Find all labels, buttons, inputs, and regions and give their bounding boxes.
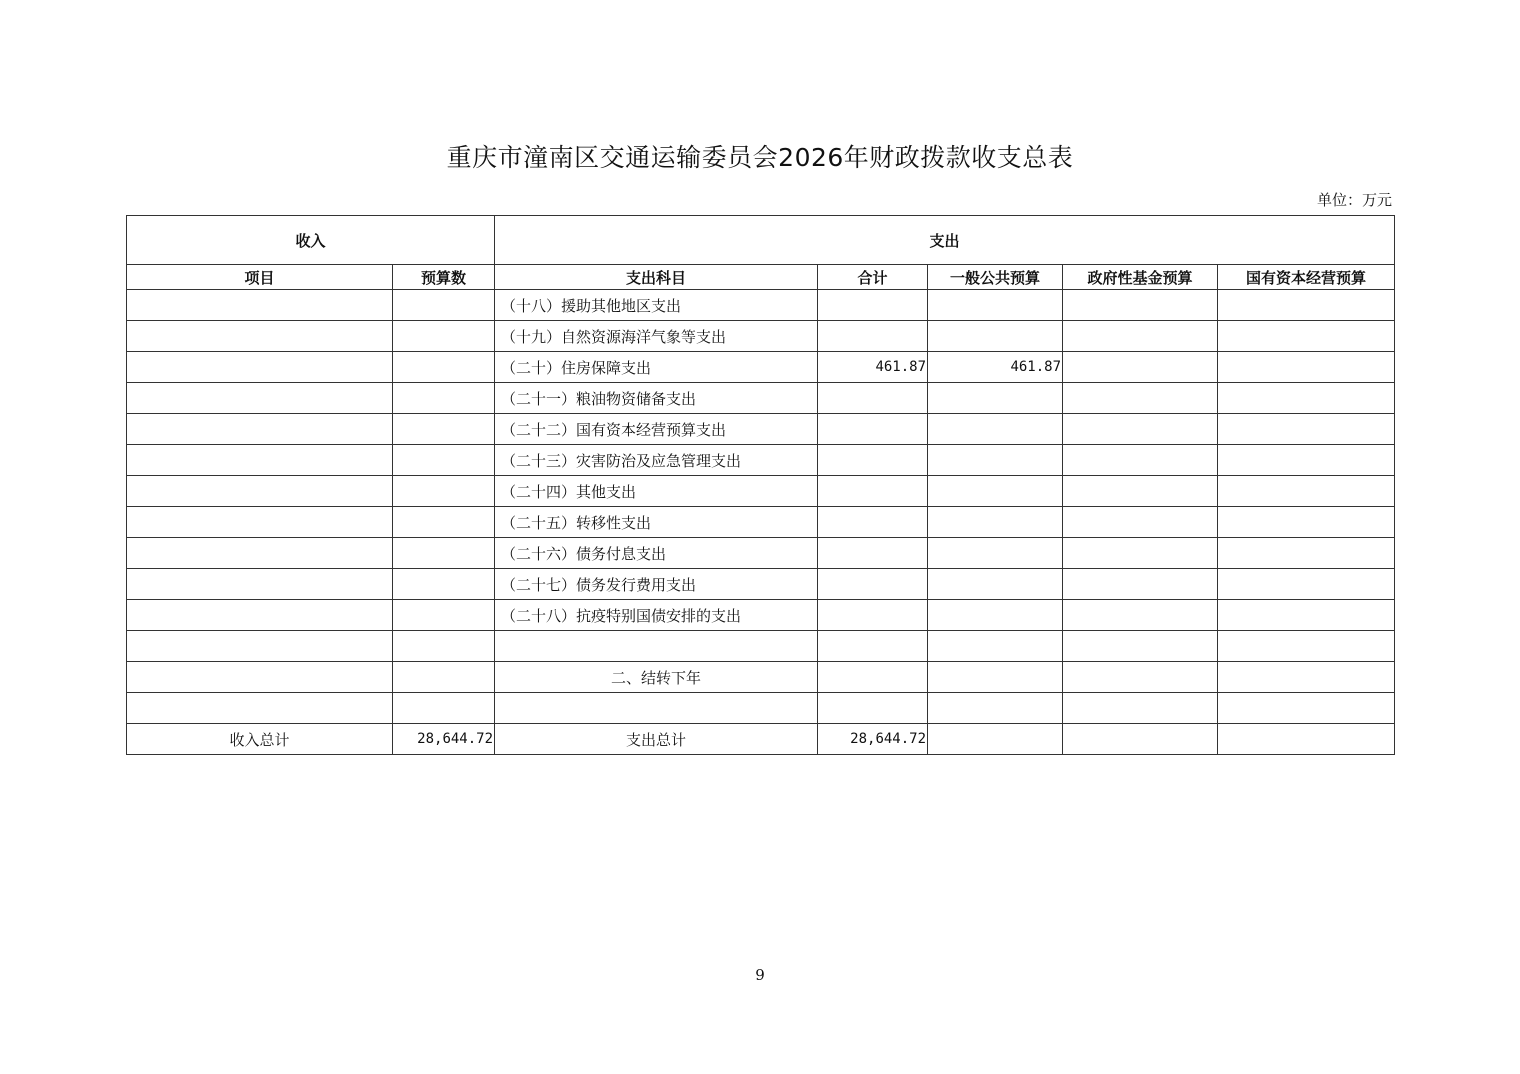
cell-general-budget bbox=[928, 445, 1063, 476]
cell-total bbox=[818, 414, 928, 445]
cell-item bbox=[127, 414, 393, 445]
income-header: 收入 bbox=[127, 216, 495, 265]
cell-general-budget bbox=[928, 538, 1063, 569]
cell-total bbox=[818, 383, 928, 414]
column-header-total: 合计 bbox=[818, 265, 928, 290]
cell-state-capital-budget bbox=[1218, 383, 1395, 414]
cell-total bbox=[818, 662, 928, 693]
table-header-main bbox=[127, 216, 1395, 265]
cell-item bbox=[127, 662, 393, 693]
cell-fund-budget bbox=[1063, 693, 1218, 724]
cell-state-capital-budget bbox=[1218, 538, 1395, 569]
cell-fund-budget bbox=[1063, 352, 1218, 383]
cell-state-capital-budget bbox=[1218, 569, 1395, 600]
table-row bbox=[127, 600, 1395, 631]
cell-budget bbox=[393, 569, 495, 600]
cell-budget bbox=[393, 600, 495, 631]
cell-general-budget bbox=[928, 476, 1063, 507]
cell-category: 二、结转下年 bbox=[495, 662, 818, 693]
cell-category: （二十）住房保障支出 bbox=[495, 352, 818, 383]
table-row bbox=[127, 662, 1395, 693]
table-row bbox=[127, 414, 1395, 445]
cell-budget bbox=[393, 321, 495, 352]
cell-fund-budget bbox=[1063, 507, 1218, 538]
cell-category: （二十五）转移性支出 bbox=[495, 507, 818, 538]
cell-fund-budget bbox=[1063, 538, 1218, 569]
general-budget-total bbox=[928, 724, 1063, 755]
cell-general-budget bbox=[928, 693, 1063, 724]
cell-general-budget bbox=[928, 631, 1063, 662]
income-total-label: 收入总计 bbox=[127, 724, 393, 755]
cell-budget bbox=[393, 662, 495, 693]
table-row bbox=[127, 290, 1395, 321]
column-header-fund-budget: 政府性基金预算 bbox=[1063, 265, 1218, 290]
cell-fund-budget bbox=[1063, 321, 1218, 352]
expenditure-header: 支出 bbox=[495, 216, 1395, 265]
cell-budget bbox=[393, 631, 495, 662]
cell-item bbox=[127, 600, 393, 631]
column-header-budget: 预算数 bbox=[393, 265, 495, 290]
income-total-value: 28,644.72 bbox=[393, 724, 495, 755]
cell-total bbox=[818, 445, 928, 476]
table-row bbox=[127, 631, 1395, 662]
cell-budget bbox=[393, 383, 495, 414]
table-body bbox=[127, 290, 1395, 724]
unit-label: 单位：万元 bbox=[1316, 191, 1392, 209]
cell-budget bbox=[393, 693, 495, 724]
cell-item bbox=[127, 538, 393, 569]
cell-item bbox=[127, 507, 393, 538]
cell-general-budget bbox=[928, 414, 1063, 445]
cell-budget bbox=[393, 538, 495, 569]
cell-budget bbox=[393, 414, 495, 445]
budget-summary-table bbox=[126, 215, 1395, 755]
expenditure-total-value: 28,644.72 bbox=[818, 724, 928, 755]
table-row bbox=[127, 476, 1395, 507]
cell-general-budget bbox=[928, 383, 1063, 414]
cell-item bbox=[127, 693, 393, 724]
table-row bbox=[127, 445, 1395, 476]
cell-total bbox=[818, 476, 928, 507]
table-row bbox=[127, 507, 1395, 538]
cell-general-budget bbox=[928, 569, 1063, 600]
cell-state-capital-budget bbox=[1218, 321, 1395, 352]
cell-total: 461.87 bbox=[818, 352, 928, 383]
cell-state-capital-budget bbox=[1218, 414, 1395, 445]
column-header-item: 项目 bbox=[127, 265, 393, 290]
cell-item bbox=[127, 445, 393, 476]
cell-state-capital-budget bbox=[1218, 352, 1395, 383]
cell-category: （二十八）抗疫特别国债安排的支出 bbox=[495, 600, 818, 631]
cell-category: （二十六）债务付息支出 bbox=[495, 538, 818, 569]
table-header-columns bbox=[127, 265, 1395, 290]
fund-budget-total bbox=[1063, 724, 1218, 755]
table-row bbox=[127, 693, 1395, 724]
cell-category: （十八）援助其他地区支出 bbox=[495, 290, 818, 321]
cell-state-capital-budget bbox=[1218, 693, 1395, 724]
cell-category: （二十四）其他支出 bbox=[495, 476, 818, 507]
column-header-state-capital-budget: 国有资本经营预算 bbox=[1218, 265, 1395, 290]
table-row bbox=[127, 383, 1395, 414]
cell-general-budget bbox=[928, 662, 1063, 693]
cell-fund-budget bbox=[1063, 600, 1218, 631]
cell-fund-budget bbox=[1063, 414, 1218, 445]
cell-item bbox=[127, 290, 393, 321]
cell-general-budget bbox=[928, 290, 1063, 321]
cell-fund-budget bbox=[1063, 383, 1218, 414]
column-header-general-budget: 一般公共预算 bbox=[928, 265, 1063, 290]
cell-state-capital-budget bbox=[1218, 507, 1395, 538]
cell-category: （十九）自然资源海洋气象等支出 bbox=[495, 321, 818, 352]
cell-state-capital-budget bbox=[1218, 445, 1395, 476]
cell-state-capital-budget bbox=[1218, 600, 1395, 631]
cell-category: （二十三）灾害防治及应急管理支出 bbox=[495, 445, 818, 476]
page-number: 9 bbox=[755, 966, 765, 984]
expenditure-total-label: 支出总计 bbox=[495, 724, 818, 755]
cell-item bbox=[127, 352, 393, 383]
cell-general-budget bbox=[928, 321, 1063, 352]
cell-fund-budget bbox=[1063, 445, 1218, 476]
cell-budget bbox=[393, 290, 495, 321]
table-row bbox=[127, 352, 1395, 383]
cell-category bbox=[495, 693, 818, 724]
cell-total bbox=[818, 290, 928, 321]
column-header-category: 支出科目 bbox=[495, 265, 818, 290]
cell-state-capital-budget bbox=[1218, 476, 1395, 507]
cell-general-budget: 461.87 bbox=[928, 352, 1063, 383]
cell-total bbox=[818, 693, 928, 724]
cell-state-capital-budget bbox=[1218, 662, 1395, 693]
cell-total bbox=[818, 538, 928, 569]
table-row bbox=[127, 321, 1395, 352]
cell-fund-budget bbox=[1063, 476, 1218, 507]
cell-category: （二十一）粮油物资储备支出 bbox=[495, 383, 818, 414]
cell-item bbox=[127, 321, 393, 352]
cell-total bbox=[818, 507, 928, 538]
table-row bbox=[127, 569, 1395, 600]
cell-budget bbox=[393, 507, 495, 538]
cell-general-budget bbox=[928, 600, 1063, 631]
cell-total bbox=[818, 600, 928, 631]
cell-item bbox=[127, 631, 393, 662]
cell-general-budget bbox=[928, 507, 1063, 538]
totals-row bbox=[127, 724, 1395, 755]
cell-budget bbox=[393, 476, 495, 507]
table-row bbox=[127, 538, 1395, 569]
cell-total bbox=[818, 569, 928, 600]
cell-fund-budget bbox=[1063, 631, 1218, 662]
cell-total bbox=[818, 321, 928, 352]
cell-state-capital-budget bbox=[1218, 631, 1395, 662]
cell-category: （二十二）国有资本经营预算支出 bbox=[495, 414, 818, 445]
cell-state-capital-budget bbox=[1218, 290, 1395, 321]
cell-item bbox=[127, 476, 393, 507]
document-title: 重庆市潼南区交通运输委员会2026年财政拨款收支总表 bbox=[446, 143, 1074, 172]
cell-budget bbox=[393, 352, 495, 383]
cell-fund-budget bbox=[1063, 569, 1218, 600]
cell-total bbox=[818, 631, 928, 662]
cell-fund-budget bbox=[1063, 662, 1218, 693]
cell-category bbox=[495, 631, 818, 662]
cell-category: （二十七）债务发行费用支出 bbox=[495, 569, 818, 600]
cell-fund-budget bbox=[1063, 290, 1218, 321]
cell-item bbox=[127, 383, 393, 414]
cell-budget bbox=[393, 445, 495, 476]
cell-item bbox=[127, 569, 393, 600]
state-capital-budget-total bbox=[1218, 724, 1395, 755]
